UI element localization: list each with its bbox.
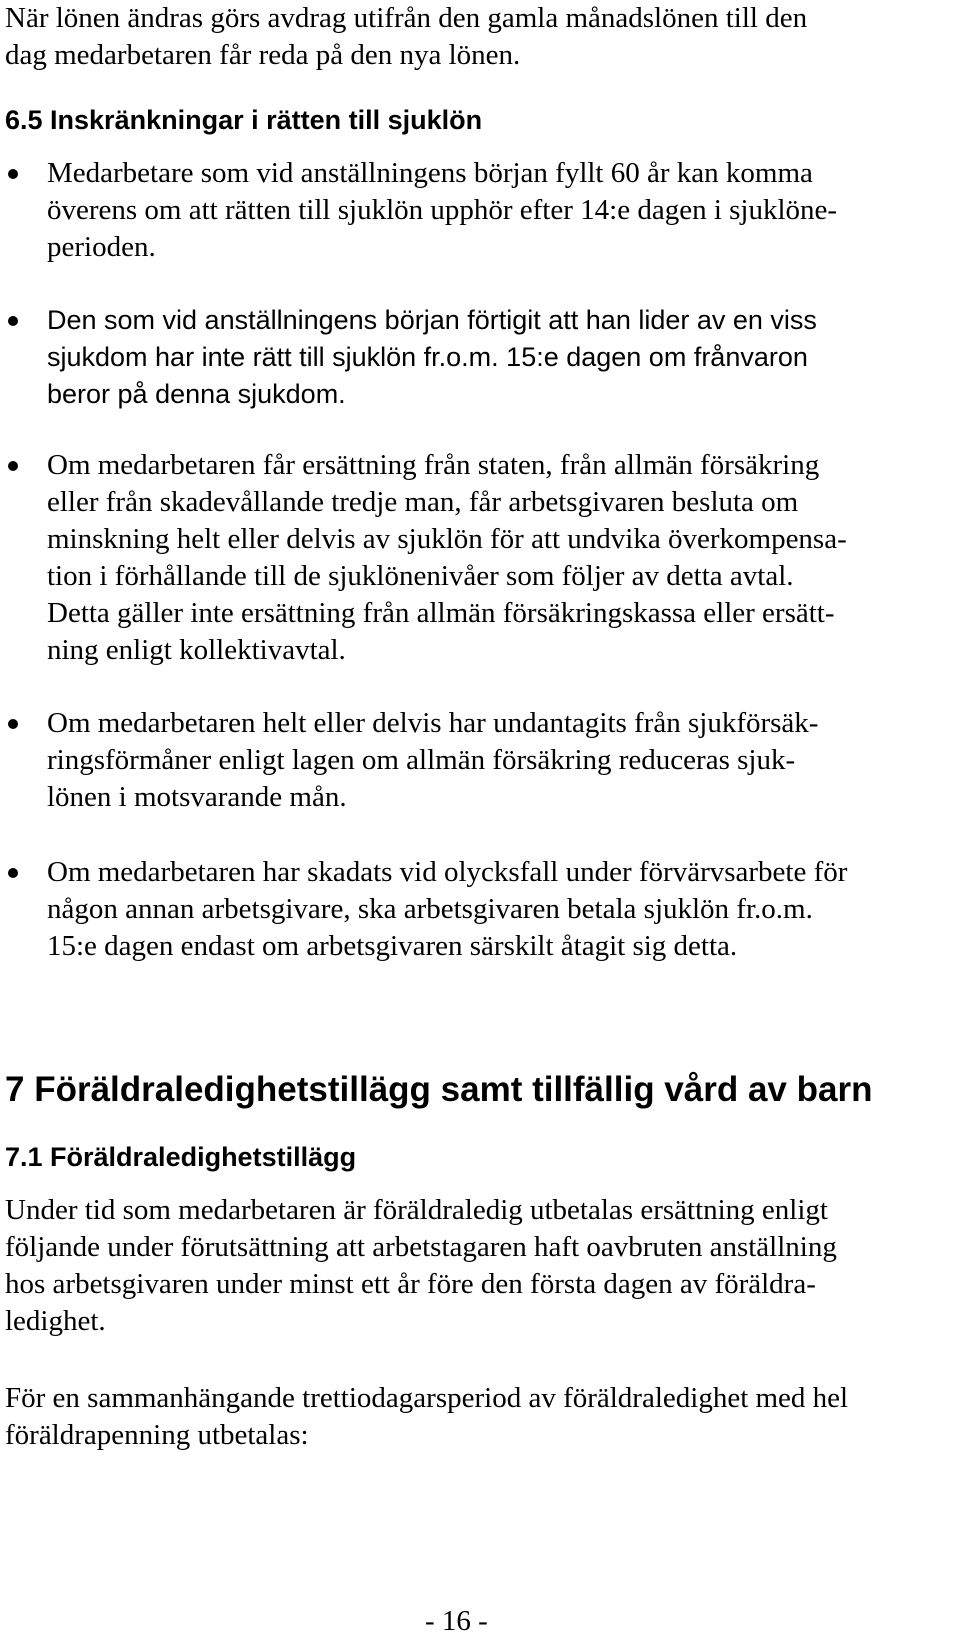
bullet-icon (8, 719, 18, 729)
text-line: eller från skadevållande tredje man, får arbetsgivaren besluta om (47, 486, 799, 518)
text-line: Detta gäller inte ersättning från allmän försäkringskassa eller ersätt- (47, 597, 835, 629)
bullet-icon (8, 316, 18, 326)
text-line: föräldrapenning utbetalas: (5, 1419, 309, 1451)
section-heading-6-5: 6.5 Inskränkningar i rätten till sjuklön (5, 105, 483, 135)
text-line: Om medarbetaren helt eller delvis har undantagits från sjukförsäk- (47, 707, 819, 739)
text-line: 15:e dagen endast om arbetsgivaren särskilt åtagit sig detta. (47, 930, 738, 962)
page-number: - 16 - (425, 1605, 488, 1637)
text-line: ning enligt kollektivavtal. (47, 634, 346, 666)
body-paragraph (5, 1192, 950, 1340)
body-paragraph (5, 1380, 950, 1454)
text-line: hos arbetsgivaren under minst ett år före den första dagen av föräldra- (5, 1268, 816, 1300)
list-item-text (47, 854, 952, 965)
text-line: minskning helt eller delvis av sjuklön för att undvika överkompensa- (47, 523, 847, 555)
list-item-text (47, 705, 952, 816)
list-item-text (47, 447, 952, 669)
text-line: Om medarbetaren får ersättning från staten, från allmän försäkring (47, 449, 820, 481)
bullet-icon (8, 461, 18, 471)
text-line: följande under förutsättning att arbetstagaren haft oavbruten anställning (5, 1231, 837, 1263)
text-line: ringsförmåner enligt lagen om allmän försäkring reduceras sjuk- (47, 744, 796, 776)
section-heading-7: 7 Föräldraledighetstillägg samt tillfällig vård av barn (5, 1070, 873, 1109)
text-line: dag medarbetaren får reda på den nya lönen. (5, 39, 521, 71)
text-line: Under tid som medarbetaren är föräldraledig utbetalas ersättning enligt (5, 1194, 828, 1226)
text-line: När lönen ändras görs avdrag utifrån den gamla månadslönen till den (5, 2, 808, 34)
intro-paragraph (5, 0, 950, 74)
text-line: Den som vid anställningens början förtigit att han lider av en viss (47, 305, 817, 335)
text-line: Om medarbetaren har skadats vid olycksfall under förvärvsarbete för (47, 856, 848, 888)
text-line: tion i förhållande till de sjuklönenivåer som följer av detta avtal. (47, 560, 794, 592)
bullet-icon (8, 169, 18, 179)
text-line: någon annan arbetsgivare, ska arbetsgivaren betala sjuklön fr.o.m. (47, 893, 813, 925)
list-item-text (47, 302, 952, 413)
bullet-icon (8, 868, 18, 878)
text-line: perioden. (47, 231, 156, 263)
text-line: lönen i motsvarande mån. (47, 781, 347, 813)
text-line: ledighet. (5, 1305, 106, 1337)
text-line: Medarbetare som vid anställningens början fyllt 60 år kan komma (47, 157, 813, 189)
list-item-text (47, 155, 952, 266)
text-line: För en sammanhängande trettiodagarsperiod av föräldraledighet med hel (5, 1382, 849, 1414)
text-line: beror på denna sjukdom. (47, 379, 346, 409)
text-line: sjukdom har inte rätt till sjuklön fr.o.m. 15:e dagen om frånvaron (47, 342, 808, 372)
text-line: överens om att rätten till sjuklön upphör efter 14:e dagen i sjuklöne- (47, 194, 838, 226)
section-heading-7-1: 7.1 Föräldraledighetstillägg (5, 1142, 357, 1172)
